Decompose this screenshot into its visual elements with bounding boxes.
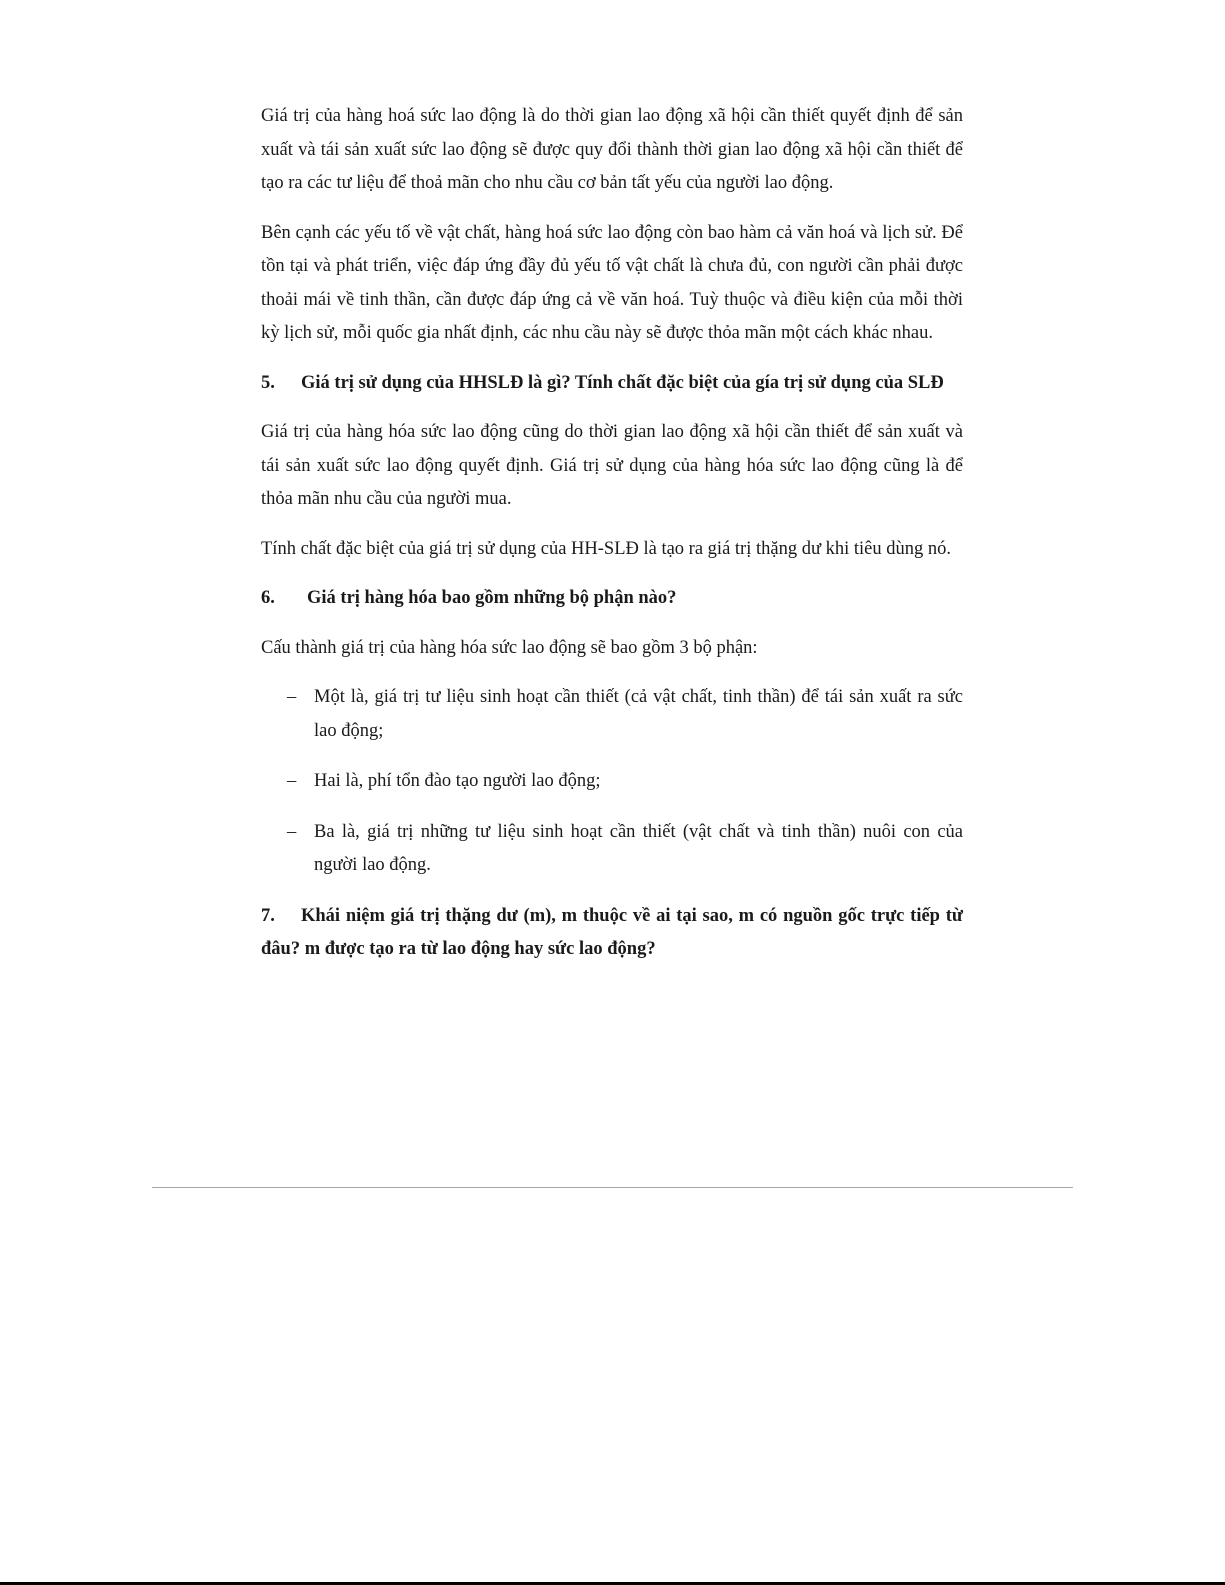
list-item — [258, 765, 963, 799]
dash-bullet: – — [287, 771, 297, 791]
heading-text: Giá trị hàng hóa bao gồm những bộ phận nào? — [307, 588, 677, 608]
heading-section-5 — [261, 367, 963, 401]
paragraph-labor-value: Giá trị của hàng hoá sức lao động là do thời gian lao động xã hội cần thiết quyết định để sản xuất và tái sản xuất sức lao động sẽ được quy đổi thành thời gian lao động xã hội cần thiết để tạo ra các tư liệu để thoả mãn cho nhu cầu cơ bản tất yếu của người lao động. — [261, 106, 963, 193]
heading-section-6 — [261, 582, 963, 616]
list-item-text: Hai là, phí tổn đào tạo người lao động; — [314, 771, 601, 791]
heading-text: Khái niệm giá trị thặng dư (m), m thuộc về ai tại sao, m có nguồn gốc trực tiếp từ đâu? m được tạo ra từ lao động hay sức lao động? — [261, 905, 963, 959]
heading-text: Giá trị sử dụng của HHSLĐ là gì? Tính chất đặc biệt của gía trị sử dụng của SLĐ — [301, 372, 944, 393]
page-divider — [152, 1187, 1073, 1188]
list-item-text: Một là, giá trị tư liệu sinh hoạt cần thiết (cả vật chất, tinh thần) để tái sản xuất ra sức lao động; — [314, 687, 963, 741]
paragraph-components-intro: Cấu thành giá trị của hàng hóa sức lao động sẽ bao gồm 3 bộ phận: — [261, 637, 758, 658]
heading-number: 6. — [261, 588, 275, 608]
heading-number: 7. — [261, 905, 275, 926]
dash-bullet: – — [287, 687, 297, 707]
document-page — [261, 100, 963, 983]
components-list — [261, 681, 963, 883]
list-item — [258, 681, 963, 748]
dash-bullet: – — [287, 821, 297, 842]
list-item-text: Ba là, giá trị những tư liệu sinh hoạt cần thiết (vật chất và tinh thần) nuôi con của người lao động. — [314, 821, 963, 875]
paragraph-special-property: Tính chất đặc biệt của giá trị sử dụng của HH-SLĐ là tạo ra giá trị thặng dư khi tiêu dùng nó. — [261, 538, 951, 559]
paragraph-use-value: Giá trị của hàng hóa sức lao động cũng do thời gian lao động xã hội cần thiết để sản xuất và tái sản xuất sức lao động quyết định. Giá trị sử dụng của hàng hóa sức lao động cũng là để thỏa mãn nhu cầu của người mua. — [261, 422, 963, 509]
heading-number: 5. — [261, 372, 275, 393]
paragraph-culture-history: Bên cạnh các yếu tố về vật chất, hàng hoá sức lao động còn bao hàm cả văn hoá và lịch sử. Để tồn tại và phát triển, việc đáp ứng đầy đủ yếu tố vật chất là chưa đủ, con người cần phải được thoải mái về tinh thần, cần được đáp ứng cả về văn hoá. Tuỳ thuộc và điều kiện của mỗi thời kỳ lịch sử, mỗi quốc gia nhất định, các nhu cầu này sẽ được thỏa mãn một cách khác nhau. — [261, 222, 963, 343]
heading-section-7 — [261, 900, 963, 967]
list-item — [258, 816, 963, 883]
